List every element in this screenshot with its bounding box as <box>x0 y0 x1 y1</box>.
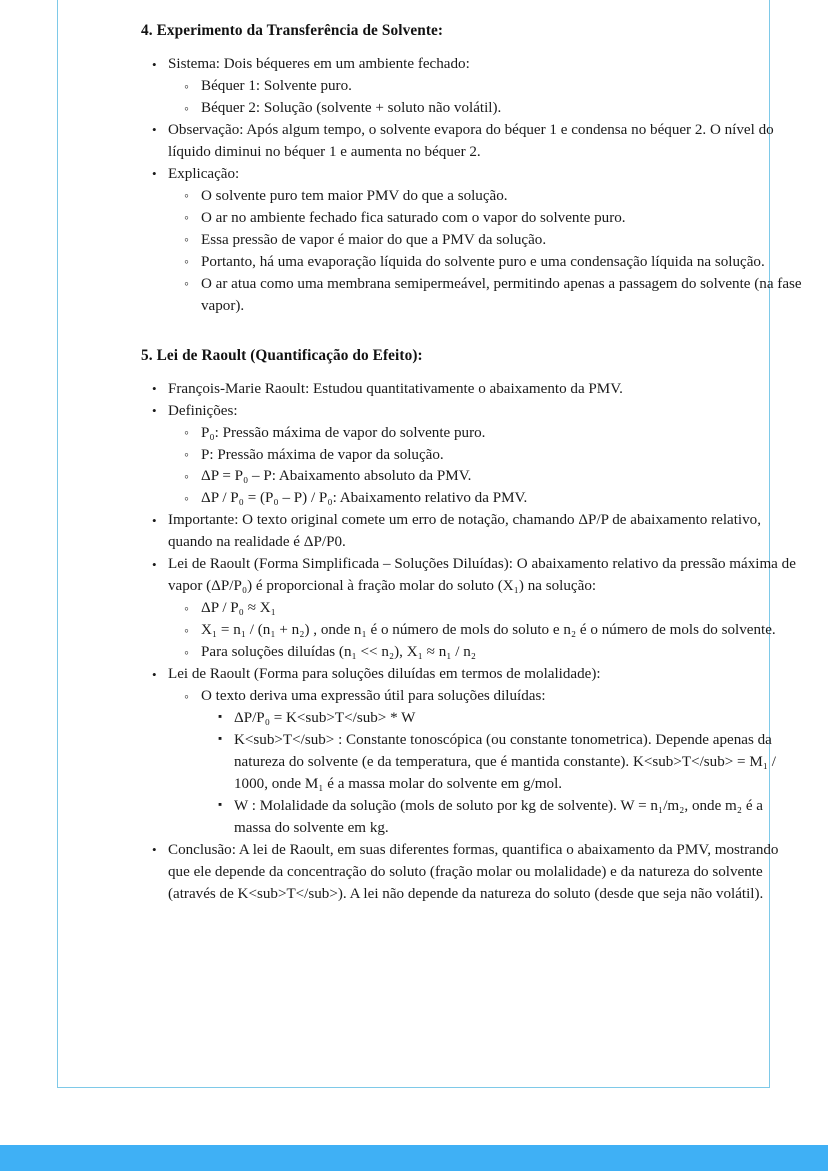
list-item-text: Essa pressão de vapor é maior do que a PMV da solução. <box>201 231 547 248</box>
list-item <box>171 686 803 840</box>
list-item <box>171 208 803 230</box>
list-item-text: • Lei de Raoult (Forma Simplificada – Soluções Diluídas): O abaixamento relativo da pressão máxima de vapor (ΔP/P₀) é proporcional à fração molar do soluto (X₁) na solução: <box>168 556 796 595</box>
list-item-text: • François-Marie Raoult: Estudou quantitativamente o abaixamento da PMV. <box>168 380 623 397</box>
list-item <box>204 730 803 796</box>
list-item <box>141 120 803 164</box>
list-item-text: Béquer 2: Solução (solvente + soluto não volátil). <box>201 100 502 117</box>
list-item <box>141 664 803 840</box>
list-item <box>171 76 803 98</box>
list-item-text: O ar atua como uma membrana semipermeável, permitindo apenas a passagem do solvente (na fase vapor). <box>201 275 802 314</box>
list-item <box>171 230 803 252</box>
list-item <box>141 401 803 511</box>
list-item-text: O texto deriva uma expressão útil para soluções diluídas: <box>201 688 546 704</box>
list-item <box>141 54 803 120</box>
subsublist <box>204 708 803 840</box>
sublist <box>171 598 803 664</box>
list-item-text: O ar no ambiente fechado fica saturado com o vapor do solvente puro. <box>201 209 626 226</box>
list-item <box>141 379 803 401</box>
list-item-text: O solvente puro tem maior PMV do que a solução. <box>201 187 508 204</box>
list-item <box>141 164 803 318</box>
list-item <box>204 708 803 730</box>
list-item-text: Portanto, há uma evaporação líquida do solvente puro e uma condensação líquida na solução. <box>201 253 765 270</box>
list-item-text: • Observação: Após algum tempo, o solvente evapora do béquer 1 e condensa no béquer 2. O nível do líquido diminui no béquer 1 e aumenta no béquer 2. <box>168 121 774 160</box>
section-heading-5: 5. Lei de Raoult (Quantificação do Efeito): <box>141 346 423 364</box>
list-item-text: P₀: Pressão máxima de vapor do solvente puro. <box>201 424 486 441</box>
list-item <box>171 488 803 510</box>
list-item <box>171 274 803 318</box>
list-item-text: ΔP/P₀ = K<sub>T</sub> * W <box>234 709 416 726</box>
list-item-text: • Conclusão: A lei de Raoult, em suas diferentes formas, quantifica o abaixamento da PMV, mostrando que ele depende da concentração do soluto (fração molar ou molalidade) e da natureza do solvente (através de K<sub>T</sub>). A lei não depende da natureza do soluto (desde que seja não volátil). <box>168 841 779 902</box>
list-item-text: ΔP = P₀ – P: Abaixamento absoluto da PMV. <box>201 468 472 485</box>
list-item <box>141 554 803 664</box>
sublist <box>171 423 803 511</box>
sublist <box>171 686 803 840</box>
list-item-text: W : Molalidade da solução (mols de soluto por kg de solvente). W = n₁/m₂, onde m₂ é a massa do solvente em kg. <box>234 797 764 836</box>
list-item-text: • Sistema: Dois béqueres em um ambiente fechado: <box>168 56 470 73</box>
sublist <box>171 76 803 120</box>
list-item <box>171 186 803 208</box>
list-item <box>171 620 803 642</box>
list-item-text: Béquer 1: Solvente puro. <box>201 78 352 95</box>
list-item-text: P: Pressão máxima de vapor da solução. <box>201 446 444 463</box>
list-item <box>141 840 803 906</box>
document-page-frame <box>57 0 802 1088</box>
list-item <box>171 466 803 488</box>
bottom-accent-bar <box>0 1145 828 1171</box>
list-item <box>171 252 803 274</box>
list-item-text: ΔP / P₀ ≈ X₁ <box>201 600 276 617</box>
section-4-list <box>141 54 803 317</box>
list-item-text: X₁ = n₁ / (n₁ + n₂) , onde n₁ é o número de mols do soluto e n₂ é o número de mols do solvente. <box>201 622 776 639</box>
section-heading-4: 4. Experimento da Transferência de Solvente: <box>141 22 444 39</box>
list-item-text: • Importante: O texto original comete um erro de notação, chamando ΔP/P de abaixamento relativo, quando na realidade é ΔP/P0. <box>168 512 761 551</box>
list-item <box>171 98 803 120</box>
list-item-text: • Definições: <box>168 402 238 419</box>
list-item-text: • Explicação: <box>168 165 240 182</box>
section-5-list <box>141 379 803 906</box>
list-item-text: K<sub>T</sub> : Constante tonoscópica (ou constante tonometrica). Depende apenas da natureza do solvente (e da temperatura, que é mantida constante). K<sub>T</sub> = M₁ / 1000, onde M₁ é a massa molar do solvente em g/mol. <box>234 731 776 792</box>
list-item <box>171 598 803 620</box>
list-item-text: ΔP / P₀ = (P₀ – P) / P₀: Abaixamento relativo da PMV. <box>201 490 528 507</box>
list-item <box>141 510 803 554</box>
sublist <box>171 186 803 318</box>
list-item <box>171 642 803 664</box>
list-item-text: Para soluções diluídas (n₁ << n₂), X₁ ≈ n₁ / n₂ <box>201 644 477 661</box>
list-item <box>204 796 803 840</box>
document-content <box>141 21 803 906</box>
list-item-text: • Lei de Raoult (Forma para soluções diluídas em termos de molalidade): <box>168 666 601 683</box>
list-item <box>171 423 803 445</box>
list-item <box>171 445 803 467</box>
